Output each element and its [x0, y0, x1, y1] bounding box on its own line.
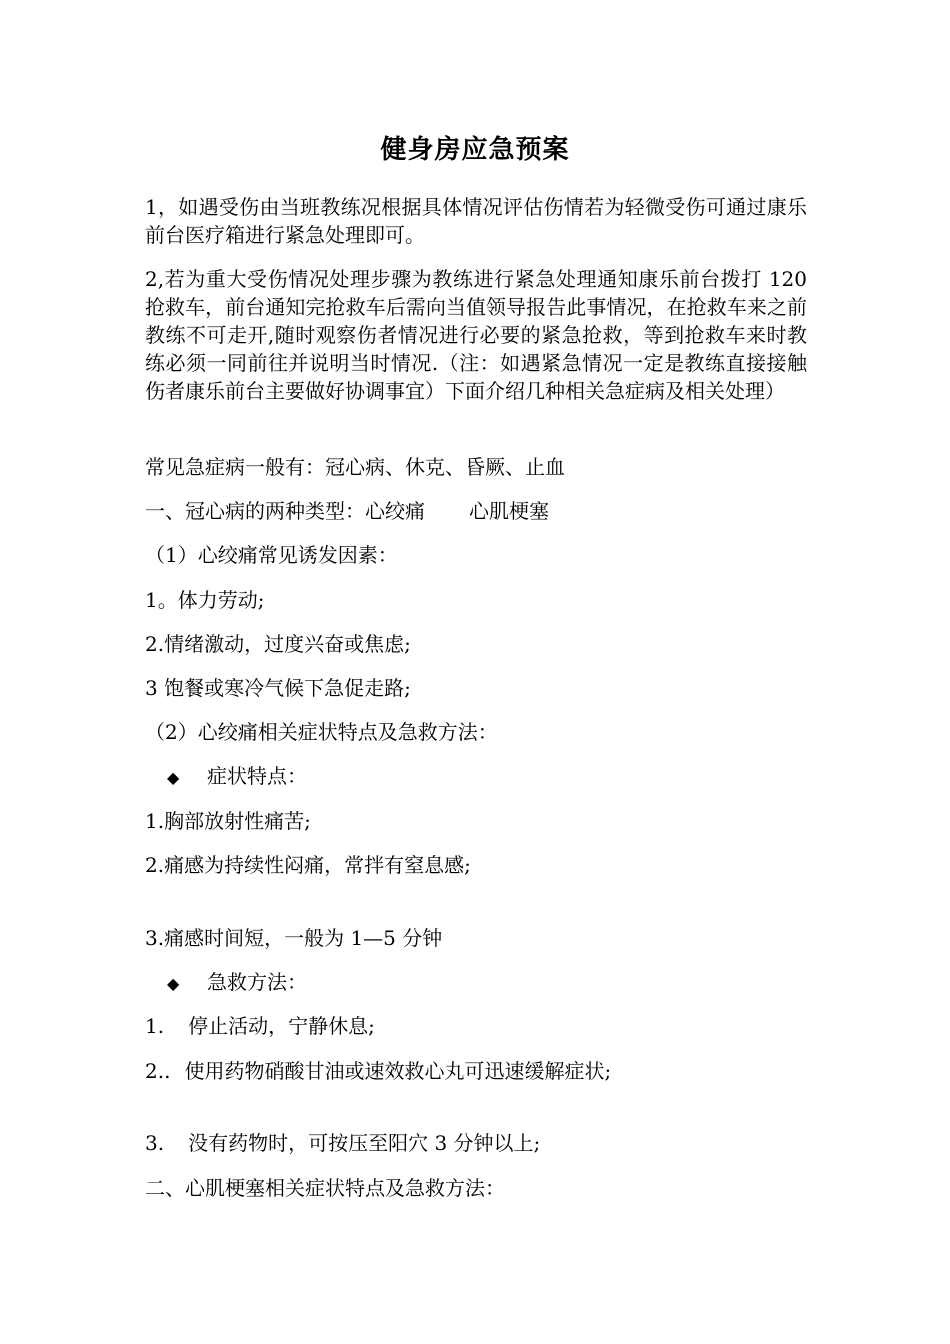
section-heading-infarction: 二、心肌梗塞相关症状特点及急救方法：	[145, 1176, 505, 1200]
aid-item-2-text: 使用药物硝酸甘油或速效救心丸可迅速缓解症状;	[184, 1059, 612, 1083]
cause-item-3: 3 饱餐或寒冷气候下急促走路;	[145, 676, 411, 700]
paragraph-major-injury: 2,若为重大受伤情况处理步骤为教练进行紧急处理通知康乐前台拨打 120 抢救车，前台通知完抢救车后需向当值领导报告此事情况，在抢救车来之前教练不可走开,随时观察伤者情况进行必要的紧急抢救，等到抢救车来时教练必须一同前往并说明当时情况.（注：如遇紧急情况一定是教练直接接触伤者康乐前台主要做好协调事宜）下面介绍几种相关急症病及相关处理）	[145, 267, 807, 403]
firstaid-heading-line	[145, 968, 307, 998]
section-heading-coronary	[145, 497, 549, 525]
aid-item-2	[145, 1057, 611, 1085]
section-heading-infarction-type: 心肌梗塞	[469, 499, 549, 523]
aid-item-2-number: 2..	[145, 1059, 171, 1083]
cause-item-2: 2.情绪激动，过度兴奋或焦虑;	[145, 632, 411, 656]
symptoms-heading-line	[145, 762, 307, 792]
diamond-bullet-icon: ◆	[167, 768, 180, 787]
cause-item-1: 1。体力劳动;	[145, 588, 265, 612]
aid-item-1	[145, 1012, 375, 1040]
diamond-bullet-icon: ◆	[167, 974, 180, 993]
firstaid-heading: 急救方法：	[207, 970, 307, 994]
aid-item-3-number: 3.	[145, 1131, 165, 1155]
common-diseases-line: 常见急症病一般有：冠心病、休克、昏厥、止血	[145, 455, 565, 479]
aid-item-1-text: 停止活动，宁静休息;	[188, 1014, 375, 1038]
subheading-angina-causes: （1）心绞痛常见诱发因素：	[145, 543, 398, 567]
symptoms-heading: 症状特点：	[207, 764, 307, 788]
aid-item-3-text: 没有药物时，可按压至阳穴 3 分钟以上;	[188, 1131, 541, 1155]
aid-item-3	[145, 1129, 540, 1157]
symptom-item-1: 1.胸部放射性痛苦;	[145, 809, 311, 833]
aid-item-1-number: 1.	[145, 1014, 165, 1038]
paragraph-minor-injury: 1，如遇受伤由当班教练况根据具体情况评估伤情若为轻微受伤可通过康乐前台医疗箱进行紧急处理即可。	[145, 195, 807, 247]
symptom-item-2: 2.痛感为持续性闷痛，常拌有窒息感;	[145, 853, 471, 877]
subheading-angina-symptoms: （2）心绞痛相关症状特点及急救方法：	[145, 720, 498, 744]
section-heading-coronary-text: 一、冠心病的两种类型：心绞痛	[145, 499, 425, 523]
symptom-item-3: 3.痛感时间短，一般为 1—5 分钟	[145, 926, 443, 950]
document-title: 健身房应急预案	[380, 135, 570, 165]
